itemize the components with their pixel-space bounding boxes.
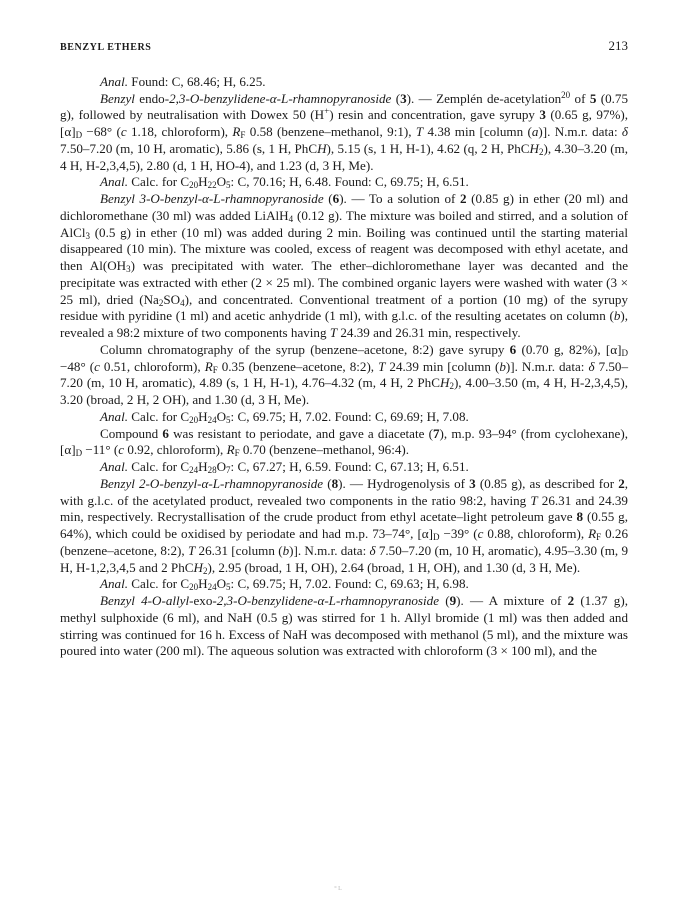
page-header — [60, 38, 628, 57]
paragraph: Compound 6 was resistant to periodate, and gave a diacetate (7), m.p. 93–94° (from cyclohexane), $[\alpha]_D -11^\circ$ (c 0.92, chloroform), $R_F$ 0.70 (benzene–methanol, 96:4). — [60, 425, 628, 459]
paragraph: Anal. Found: C, 68.46; H, 6.25. — [100, 73, 266, 89]
page — [60, 38, 628, 660]
paragraph: Benzyl 3-O-benzyl-α-L-rhamnopyranoside (6). — To a solution of 2 (0.85 g) in ether (20 ml) and dichloromethane (30 ml) was added LiAlH$_4$ (0.12 g). The mixture was boiled and stirred, and a solution of AlCl$_3$ (0.5 g) in ether (10 ml) was added during 2 min. Boiling was continued until the starting material disappeared (10 min). The mixture was cooled, excess of reagent was decomposed with ethyl acetate, and then $Al(OH_3)$ was precipitated with water. The ether–dichloromethane layer was decanted and the precipitate was extracted with ether (2 × 25 ml). The combined organic layers were washed with water (3 × 25 ml), dried $(Na_2SO_4)$, and concentrated. Conventional treatment of a portion (10 mg) of the syrupy residue with pyridine (1 ml) and acetic anhydride (1 ml), with g.l.c. of the resulting acetates on column (b), revealed a 98:2 mixture of two components having T 24.39 and 26.31 min, respectively. — [60, 191, 629, 340]
paragraph: Anal. Calc. for $C_{20}H_{22}O_5$: C, 70.16; H, 6.48. Found: C, 69.75; H, 6.51. — [100, 174, 469, 191]
running-head: BENZYL ETHERS — [60, 42, 152, 53]
body-text — [60, 74, 628, 660]
paragraph: Column chromatography of the syrup (benzene–acetone, 8:2) gave syrupy 6 (0.70 g, 82%), $[\alpha]_D -48^\circ$ (c 0.51, chloroform), $R_F$ 0.35 (benzene–acetone, 8:2), T 24.39 min [column (b)]. N.m.r. data: δ 7.50–7.20 (m, 10 H, aromatic), 4.89 (s, 1 H, H-1), 4.76–4.32 (m, 4 H, 2 PhCH$_2$), 4.00–3.50 (m, 4 H, H-2,3,4,5), 3.20 (broad, 2 H, 2 OH), and 1.30 (d, 3 H, Me). — [60, 341, 629, 407]
paragraph: Anal. Calc. for $C_{20}H_{24}O_5$: C, 69.75; H, 7.02. Found: C, 69.63; H, 6.98. — [100, 576, 469, 593]
page-number: 213 — [608, 38, 628, 53]
paragraph: Benzyl 2-O-benzyl-α-L-rhamnopyranoside (8). — Hydrogenolysis of 3 (0.85 g), as described for 2, with g.l.c. of the acetylated product, revealed two components in the ratio 98:2, having T 26.31 and 24.39 min, respectively. Recrystallisation of the crude product from ethyl acetate–light petroleum gave 8 (0.55 g, 64%), which could be oxidised by periodate and had m.p. 73–74°, $[\alpha]_D -39^\circ$ (c 0.88, chloroform), $R_F$ 0.26 (benzene–acetone, 8:2), T 26.31 [column (b)]. N.m.r. data: δ 7.50–7.20 (m, 10 H, aromatic), 4.95–3.30 (m, 9 H, H-1,2,3,4,5 and 2 PhCH$_2$), 2.95 (broad, 1 H, OH), 2.64 (broad, 1 H, OH), and 1.30 (d, 3 H, Me). — [60, 475, 629, 576]
footer-mark: ° L — [334, 886, 342, 892]
paragraph: Benzyl endo-2,3-O-benzylidene-α-L-rhamnopyranoside (3). — Zemplén de-acetylation$^{20}$ of 5 (0.75 g), followed by neutralisation with Dowex 50 (H+) resin and concentration, gave syrupy 3 (0.65 g, 97%), $[\alpha]_D -68^\circ$ (c 1.18, chloroform), $R_F$ 0.58 (benzene–methanol, 9:1), T 4.38 min [column (a)]. N.m.r. data: δ 7.50–7.20 (m, 10 H, aromatic), 5.86 (s, 1 H, PhCH), 5.15 (s, 1 H, H-1), 4.62 (q, 2 H, PhCH$_2$), 4.30–3.20 (m, 4 H, H-2,3,4,5), 2.80 (d, 1 H, HO-4), and 1.23 (d, 3 H, Me). — [60, 89, 629, 173]
paragraph: Anal. Calc. for $C_{20}H_{24}O_5$: C, 69.75; H, 7.02. Found: C, 69.69; H, 7.08. — [100, 408, 469, 425]
paragraph: Benzyl 4-O-allyl-exo-2,3-O-benzylidene-α-L-rhamnopyranoside (9). — A mixture of 2 (1.37 g), methyl sulphoxide (6 ml), and NaH (0.5 g) was stirred for 1 h. Allyl bromide (1 ml) was then added and stirring was continued for 16 h. Excess of NaH was decomposed with methanol (5 ml), and the mixture was poured into water (200 ml). The aqueous solution was extracted with chloroform (3 × 100 ml), and the — [60, 593, 628, 659]
paragraph: Anal. Calc. for $C_{24}H_{28}O_7$: C, 67.27; H, 6.59. Found: C, 67.13; H, 6.51. — [100, 459, 469, 475]
